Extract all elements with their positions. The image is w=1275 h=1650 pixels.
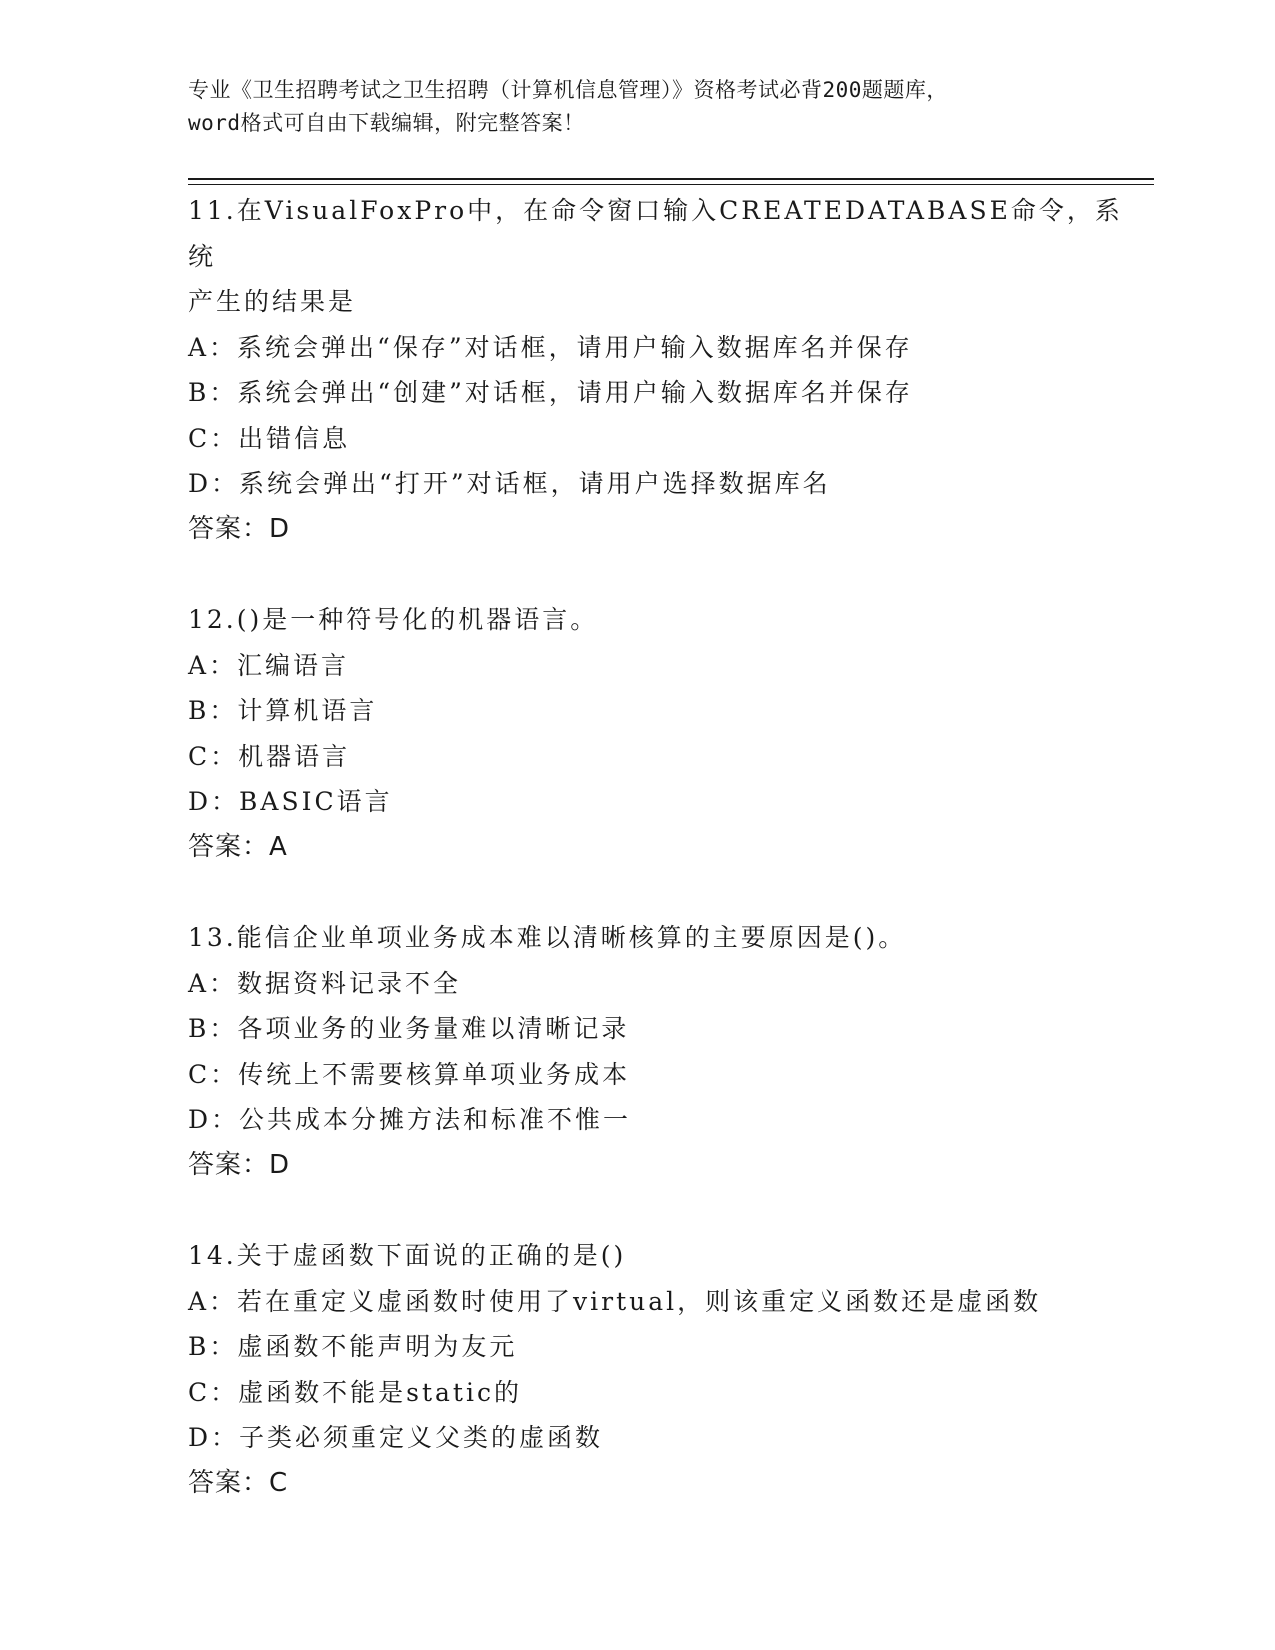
question-12 bbox=[188, 597, 1148, 870]
header-line-2: word格式可自由下载编辑，附完整答案！ bbox=[188, 111, 585, 135]
option-c: C：出错信息 bbox=[188, 423, 351, 453]
question-stem: 14.关于虚函数下面说的正确的是() bbox=[188, 1241, 627, 1270]
question-stem: 13.能信企业单项业务成本难以清晰核算的主要原因是()。 bbox=[188, 923, 907, 952]
question-list bbox=[188, 188, 1148, 1551]
document-header bbox=[188, 74, 1088, 140]
option-a: A：数据资料记录不全 bbox=[188, 968, 462, 998]
question-13 bbox=[188, 915, 1148, 1188]
option-d: D：公共成本分摊方法和标准不惟一 bbox=[188, 1105, 632, 1134]
question-stem: 11.在VisualFoxPro中，在命令窗口输入CREATEDATABASE命令，系统 bbox=[188, 196, 1123, 271]
option-c: C：虚函数不能是static的 bbox=[188, 1377, 522, 1407]
question-stem-continued: 产生的结果是 bbox=[188, 287, 357, 316]
question-stem: 12.()是一种符号化的机器语言。 bbox=[188, 605, 599, 634]
header-divider-thin bbox=[188, 184, 1154, 185]
option-a: A：汇编语言 bbox=[188, 650, 350, 680]
option-b: B：系统会弹出“创建”对话框，请用户输入数据库名并保存 bbox=[188, 378, 913, 407]
header-divider-thick bbox=[188, 178, 1154, 180]
answer-line: 答案：C bbox=[188, 1467, 289, 1498]
answer-line: 答案：D bbox=[188, 513, 291, 544]
option-c: C：机器语言 bbox=[188, 741, 351, 771]
question-11 bbox=[188, 188, 1148, 552]
option-b: B：虚函数不能声明为友元 bbox=[188, 1332, 518, 1361]
option-d: D：系统会弹出“打开”对话框，请用户选择数据库名 bbox=[188, 469, 831, 498]
option-a: A：若在重定义虚函数时使用了virtual，则该重定义函数还是虚函数 bbox=[188, 1286, 1042, 1316]
question-14 bbox=[188, 1233, 1148, 1506]
answer-line: 答案：A bbox=[188, 831, 288, 862]
option-c: C：传统上不需要核算单项业务成本 bbox=[188, 1059, 631, 1089]
option-b: B：各项业务的业务量难以清晰记录 bbox=[188, 1014, 630, 1043]
answer-line: 答案：D bbox=[188, 1149, 291, 1180]
header-line-1: 专业《卫生招聘考试之卫生招聘（计算机信息管理）》资格考试必背200题题库， bbox=[188, 78, 948, 102]
option-a: A：系统会弹出“保存”对话框，请用户输入数据库名并保存 bbox=[188, 332, 913, 362]
option-d: D：BASIC语言 bbox=[188, 787, 393, 816]
option-b: B：计算机语言 bbox=[188, 696, 378, 725]
option-d: D：子类必须重定义父类的虚函数 bbox=[188, 1423, 604, 1452]
